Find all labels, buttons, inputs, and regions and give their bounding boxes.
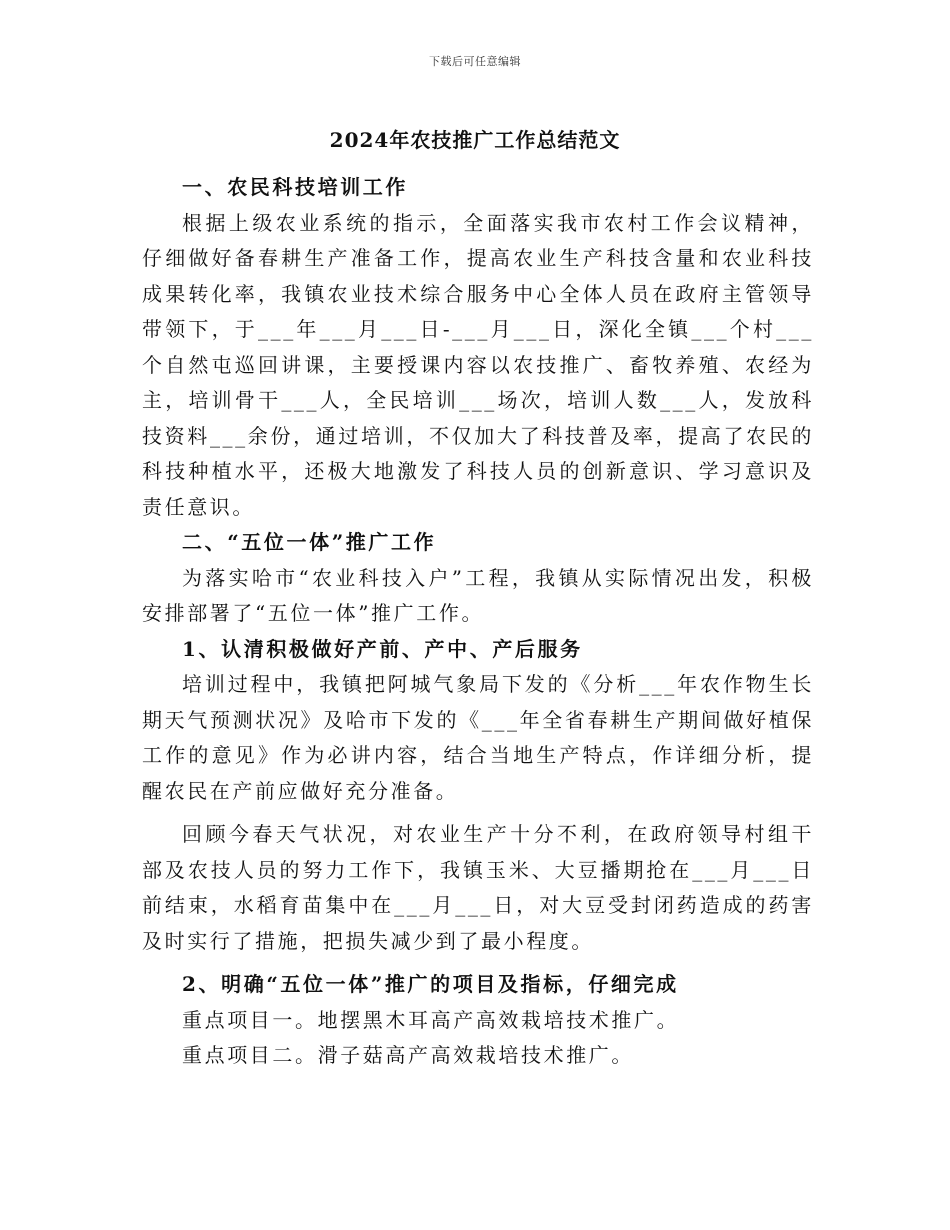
section-heading-2: 二、“五位一体”推广工作 xyxy=(182,530,437,554)
header-note: 下载后可任意编辑 xyxy=(429,55,521,68)
sub-heading-1: 1、认清积极做好产前、产中、产后服务 xyxy=(182,636,583,661)
sub-heading-2: 2、明确“五位一体”推广的项目及指标，仔细完成 xyxy=(182,972,679,996)
paragraph-1: 根据上级农业系统的指示，全面落实我市农村工作会议精神，仔细做好备春耕生产准备工作，提高农业生产科技含量和农业科技成果转化率，我镇农业技术综合服务中心全体人员在政府主管领导带领下，于___年___月___日-___月___日，深化全镇___个村___个自然屯巡回讲课，主要授课内容以农技推广、畜牧养殖、农经为主，培训骨干___人，全民培训___场次，培训人数___人，发放科技资料___余份，通过培训，不仅加大了科技普及率，提高了农民的科技种植水平，还极大地激发了科技人员的创新意识、学习意识及责任意识。 xyxy=(142,210,814,519)
paragraph-3: 培训过程中，我镇把阿城气象局下发的《分析___年农作物生长期天气预测状况》及哈市下发的《___年全省春耕生产期间做好植保工作的意见》作为必讲内容，结合当地生产特点，作详细分析，提醒农民在产前应做好充分准备。 xyxy=(142,672,814,803)
section-heading-1: 一、农民科技培训工作 xyxy=(182,175,408,199)
paragraph-4: 回顾今春天气状况，对农业生产十分不利，在政府领导村组干部及农技人员的努力工作下，我镇玉米、大豆播期抢在___月___日前结束，水稻育苗集中在___月___日，对大豆受封闭药造成的药害及时实行了措施，把损失减少到了最小程度。 xyxy=(142,822,814,953)
document-title: 2024年农技推广工作总结范文 xyxy=(329,128,621,152)
document-body xyxy=(142,170,814,1074)
paragraph-2: 为落实哈市“农业科技入户”工程，我镇从实际情况出发，积极安排部署了“五位一体”推广工作。 xyxy=(142,565,814,625)
paragraph-5: 重点项目一。地摆黑木耳高产高效栽培技术推广。 xyxy=(182,1007,680,1032)
paragraph-6: 重点项目二。滑子菇高产高效栽培技术推广。 xyxy=(182,1043,634,1067)
